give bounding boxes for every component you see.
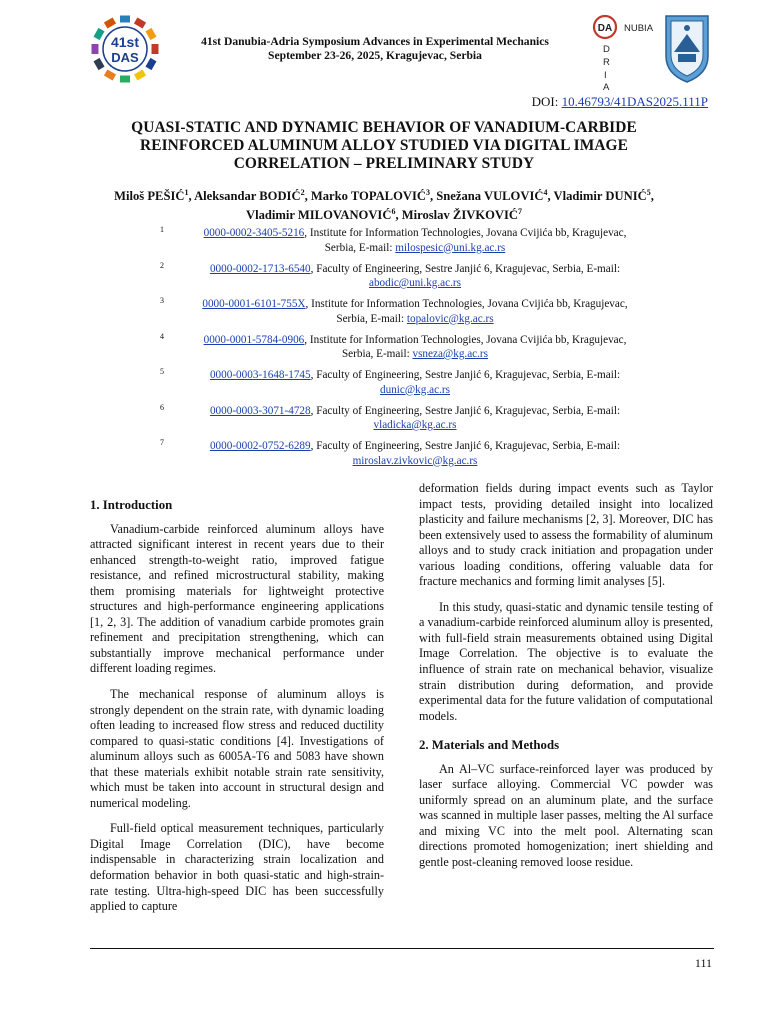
paragraph: In this study, quasi-static and dynamic tensile testing of a vanadium-carbide reinforced aluminum alloy is presented, with full-field strain measurements obtained using Digital Image Correlation. The objective is to evaluate the influence of strain rate on mechanical behavior, visualize strain distribution during deformation, and provide experimental data for the future validation of computational models.	[419, 599, 713, 723]
author-affil-number: 6	[391, 207, 396, 217]
affiliation	[150, 404, 680, 433]
affiliation-number: 2	[160, 260, 164, 270]
flag-icon	[120, 16, 130, 23]
university-shield-icon	[662, 12, 712, 84]
email-link[interactable]: milospesic@uni.kg.ac.rs	[395, 241, 506, 254]
author-name: Snežana VULOVIĆ	[436, 189, 544, 204]
orcid-link[interactable]: 0000-0002-3405-5216	[203, 227, 305, 239]
doi-line	[532, 94, 708, 110]
affiliation-list	[150, 226, 680, 475]
author-affil-number: 5	[646, 188, 651, 197]
email-link[interactable]: miroslav.zivkovic@kg.ac.rs	[352, 454, 478, 467]
author-separator: ,	[188, 189, 195, 204]
author-name: Vladimir DUNIĆ	[553, 189, 647, 204]
author-affil-number: 3	[425, 188, 430, 197]
orcid-link[interactable]: 0000-0003-3071-4728	[209, 404, 311, 417]
left-column	[90, 494, 384, 925]
paragraph: The mechanical response of aluminum alloys is strongly dependent on the strain rate, with dynamic loading often leading to increased flow stress and reduced ductility compared to quasi-static conditions [4]. Investigations of aluminum alloys such as 6005A-T6 and 5083 have shown that these materials exhibit notable strain rate sensitivity, which must be taken into account in structural design and numerical modeling.	[90, 687, 384, 810]
affiliation-text-cont: Serbia, E-mail:	[324, 241, 396, 254]
author-affil-number: 7	[518, 207, 522, 217]
affiliation-text-cont: Serbia, E-mail:	[341, 348, 413, 360]
affiliation-text-cont: Serbia, E-mail:	[336, 312, 407, 325]
author-name: Miroslav ŽIVKOVIĆ	[401, 208, 518, 223]
adria-letter-2: R	[603, 57, 610, 68]
affiliation-text: , Faculty of Engineering, Sestre Janjić 6, Kragujevac, Serbia, E-mail:	[310, 262, 621, 275]
affiliation	[150, 226, 680, 255]
orcid-link[interactable]: 0000-0002-1713-6540	[209, 262, 311, 275]
conference-header	[166, 35, 584, 63]
author-separator: ,	[547, 189, 554, 204]
email-link[interactable]: topalovic@kg.ac.rs	[406, 312, 494, 325]
affiliation-text: , Institute for Information Technologies, Jovana Cvijića bb, Kragujevac,	[305, 298, 628, 310]
orcid-link[interactable]: 0000-0001-6101-755X	[202, 298, 306, 310]
email-link[interactable]: dunic@kg.ac.rs	[380, 383, 450, 396]
author-list	[88, 185, 680, 223]
paragraph: deformation fields during impact events such as Taylor impact tests, providing detailed insight into localized plasticity and failure mechanisms [2, 3]. Moreover, DIC has been extensively used to assess the formability of aluminum alloys and to study crack initiation and propagation under various loading conditions, offering valuable data for fracture mechanics and forming limit analyses [5].	[419, 481, 713, 589]
author-separator: ,	[304, 189, 311, 204]
author-name: Marko TOPALOVIĆ	[310, 189, 426, 204]
flag-icon	[120, 76, 130, 83]
flag-icon	[93, 58, 104, 70]
danubia-adria-logo	[592, 14, 654, 93]
paragraph: Vanadium-carbide reinforced aluminum alloys have attracted significant interest in recent years due to their enhanced strength-to-weight ratio, improved fatigue resistance, and refined microstructural stability, making them promising materials for lightweight protective structures and high-performance engineering applications [1, 2, 3]. The addition of vanadium carbide promotes grain refinement and precipitation strengthening, which can substantially improve mechanical performance under different loading regimes.	[90, 521, 384, 676]
affiliation	[150, 368, 680, 397]
paragraph: An Al–VC surface-reinforced layer was produced by laser surface alloying. Commercial VC powder was uniformly spread on an aluminum plate, and the surface was scanned in multiple laser passes, melting the Al surface and mixing VC into the melt pool. Alternating scan directions promoted homogenization; inert shielding and gentle post-cleaning removed loose residue.	[419, 761, 713, 870]
section-heading-materials-methods: 2. Materials and Methods	[419, 738, 560, 753]
affiliation-number: 7	[160, 438, 164, 447]
email-link[interactable]: vsneza@kg.ac.rs	[412, 348, 489, 360]
author-separator: ,	[429, 189, 437, 204]
author-separator: ,	[650, 189, 654, 204]
affiliation	[150, 439, 680, 468]
email-link[interactable]: abodic@uni.kg.ac.rs	[368, 277, 461, 289]
flag-icon	[145, 58, 156, 70]
flag-icon	[93, 28, 104, 40]
email-link[interactable]: vladicka@kg.ac.rs	[373, 419, 457, 431]
affiliation	[150, 262, 680, 291]
affiliation	[150, 297, 680, 326]
doi-link[interactable]: 10.46793/41DAS2025.111P	[561, 94, 708, 109]
conference-date-place: September 23-26, 2025, Kragujevac, Serbia	[268, 49, 482, 62]
affiliation-text: , Faculty of Engineering, Sestre Janjić 6, Kragujevac, Serbia, E-mail:	[310, 404, 621, 417]
affiliation-number: 6	[160, 402, 164, 412]
orcid-link[interactable]: 0000-0001-5784-0906	[203, 333, 305, 346]
adria-letter-3: I	[604, 70, 607, 81]
paragraph: Full-field optical measurement techniques, particularly Digital Image Correlation (DIC), have become indispensable in characterizing strain localization and deformation behavior in both quasi-static and high-strain-rate testing. Ultra-high-speed DIC has been successfully applied to capture	[90, 821, 384, 914]
page-number: 111	[694, 956, 712, 970]
flag-icon	[152, 44, 159, 54]
orcid-link[interactable]: 0000-0003-1648-1745	[209, 369, 311, 381]
affiliation-text: , Faculty of Engineering, Sestre Janjić 6, Kragujevac, Serbia, E-mail:	[310, 440, 621, 452]
logo-number: 41st	[110, 34, 140, 50]
author-name: Vladimir MILOVANOVIĆ	[246, 208, 392, 223]
author-affil-number: 1	[184, 188, 189, 197]
paper-title: QUASI-STATIC AND DYNAMIC BEHAVIOR OF VANADIUM-CARBIDE REINFORCED ALUMINUM ALLOY STUDIED VIA DIGITAL IMAGE CORRELATION – PRELIMINARY STUDY	[131, 119, 637, 172]
adria-letter-4: A	[603, 82, 610, 93]
affiliation-number: 3	[160, 296, 164, 305]
author-affil-number: 4	[543, 188, 548, 197]
conference-name: 41st Danubia-Adria Symposium Advances in Experimental Mechanics	[201, 35, 549, 48]
right-column	[419, 481, 713, 881]
affiliation-number: 1	[160, 225, 164, 234]
flag-icon	[92, 44, 99, 54]
affiliation-text: , Faculty of Engineering, Sestre Janjić 6, Kragujevac, Serbia, E-mail:	[310, 369, 621, 381]
affiliation-text: , Institute for Information Technologies, Jovana Cvijića bb, Kragujevac,	[304, 333, 627, 346]
footer-divider	[90, 948, 714, 949]
author-separator: ,	[395, 208, 402, 223]
logo-text: DAS	[111, 50, 139, 65]
danubia-nubia-text: NUBIA	[624, 23, 654, 34]
flag-icon	[134, 17, 146, 28]
affiliation	[150, 333, 680, 362]
affiliation-text: , Institute for Information Technologies, Jovana Cvijića bb, Kragujevac,	[304, 227, 627, 239]
author-affil-number: 2	[300, 188, 305, 197]
adria-letter-1: D	[603, 44, 610, 55]
author-name: Miloš PEŠIĆ	[114, 189, 185, 204]
affiliation-number: 4	[160, 331, 164, 341]
flag-icon	[104, 17, 116, 28]
flag-icon	[134, 69, 146, 80]
flag-icon	[104, 69, 116, 80]
orcid-link[interactable]: 0000-0002-0752-6289	[209, 440, 311, 452]
doi-label: DOI:	[531, 94, 559, 109]
section-heading-introduction: 1. Introduction	[90, 498, 173, 512]
danubia-da-text: DA	[597, 23, 613, 34]
affiliation-number: 5	[160, 367, 164, 376]
danubia-circle-icon	[592, 14, 622, 44]
author-name: Aleksandar BODIĆ	[194, 189, 301, 204]
das-symposium-logo	[90, 14, 160, 84]
flag-icon	[145, 28, 156, 40]
